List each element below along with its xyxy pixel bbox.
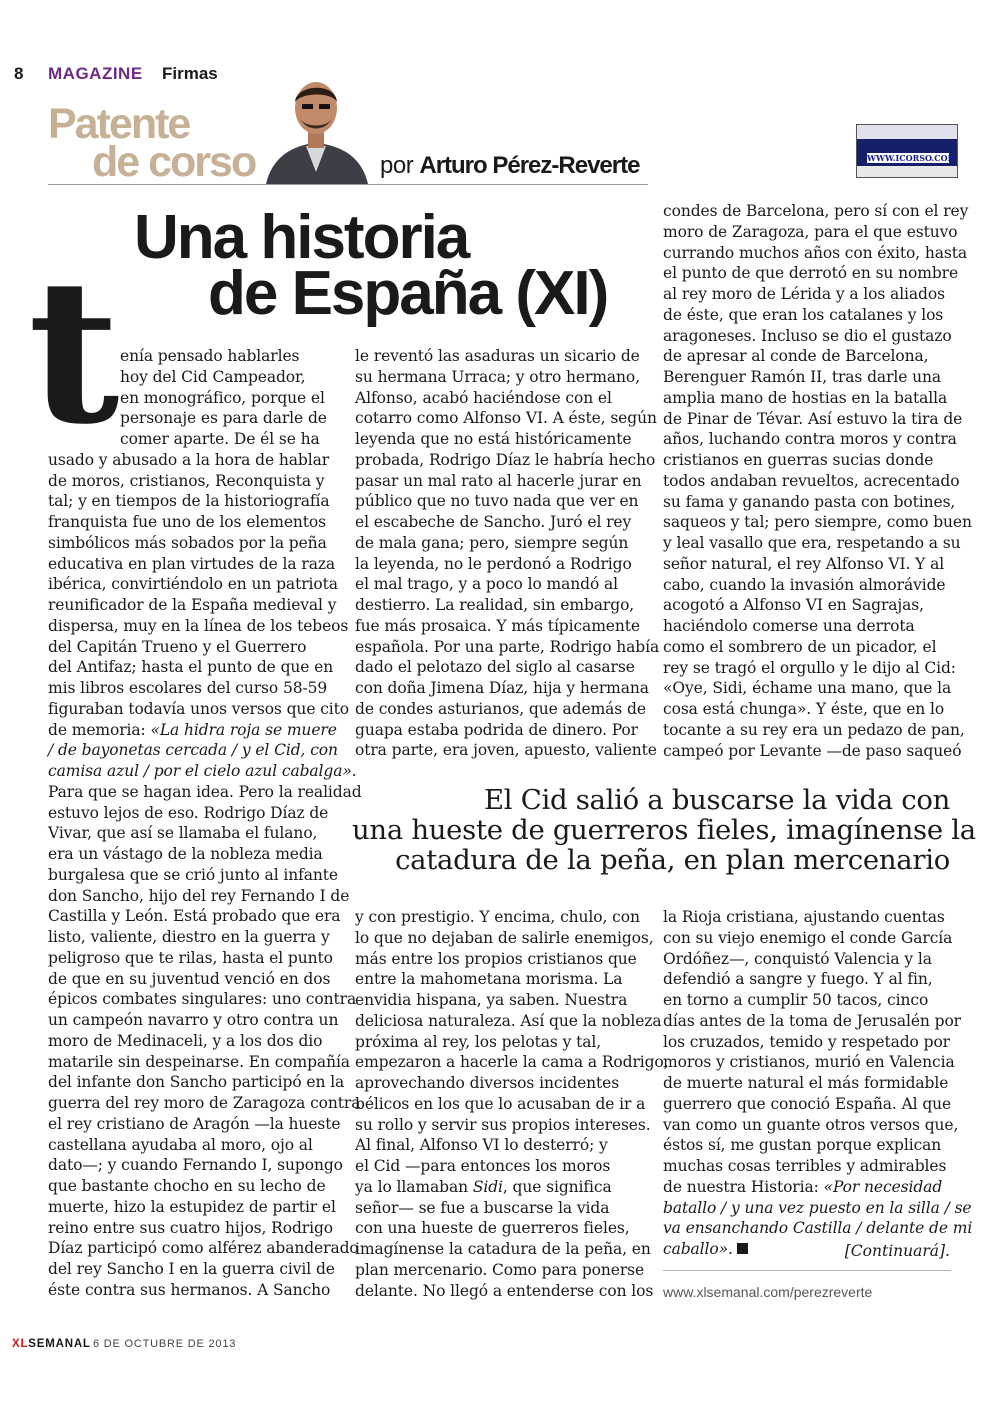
- text-line: empezaron a hacerle la cama a Rodrigo,: [355, 1053, 669, 1072]
- text-line: su rollo y servir sus propios intereses.: [355, 1115, 651, 1134]
- ad-footer: [857, 166, 957, 177]
- text-line: la leyenda, no le perdonó a Rodrigo: [355, 554, 632, 573]
- text-line: un campeón navarro y otro contra un: [48, 1011, 339, 1029]
- text-line: leyenda que no está históricamente: [355, 430, 632, 448]
- section-label: Firmas: [162, 64, 218, 83]
- text-line: de condes asturianos, que además de: [355, 699, 646, 718]
- text-line: de moros, cristianos, Reconquista y: [48, 471, 325, 490]
- text-line: rey se tragó el orgullo y le dijo al Cid:: [663, 658, 956, 677]
- text-line: años, luchando contra moros y contra: [663, 430, 957, 449]
- article-column-3-top: [663, 201, 972, 761]
- column-title-line2: de corso: [92, 138, 256, 186]
- text-line: comer aparte. De él se ha: [120, 430, 320, 448]
- pull-quote-line: catadura de la peña, en plan mercenario: [395, 844, 950, 876]
- text-line: dato—; y cuando Fernando I, supongo: [48, 1156, 343, 1175]
- text-line: [663, 1198, 972, 1219]
- article-column-2-top: [355, 346, 659, 761]
- magazine-label: MAGAZINE: [48, 64, 143, 83]
- text-line: amplia mano de hostias en la batalla: [663, 388, 948, 407]
- text-line: reunificador de la España medieval y: [48, 596, 337, 614]
- text-line: los cruzados, temido y respetado por: [663, 1032, 950, 1051]
- text-line: ibérica, convirtiéndolo en un patriota: [48, 575, 338, 594]
- text-line: simbólicos más sobados por la peña: [48, 533, 327, 552]
- text-line: pasar un mal rato al hacerle jurar en: [355, 471, 642, 490]
- continued-note: [Continuará].: [844, 1242, 950, 1260]
- text-line: con su viejo enemigo el conde García: [663, 928, 953, 947]
- verse-quote: va ensanchando Castilla / delante de mi: [663, 1219, 973, 1238]
- text-line: [48, 720, 362, 741]
- text-line: y con prestigio. Y encima, chulo, con: [355, 908, 640, 926]
- text-line: el mal trago, y a poco lo mandó al: [355, 575, 619, 594]
- text-line: con una hueste de guerreros fieles,: [355, 1219, 630, 1238]
- text-line: [48, 740, 362, 761]
- text-line: del rey Sancho I en la guerra civil de: [48, 1260, 335, 1278]
- verse-quote: «La hidra roja se muere: [150, 720, 337, 739]
- text-line: del Antifaz; hasta el punto de que en: [48, 658, 334, 677]
- ad-toolbar: [857, 125, 957, 139]
- text-line: del Capitán Trueno y el Guerrero: [48, 637, 307, 656]
- text-line: probada, Rodrigo Díaz le habría hecho: [355, 450, 656, 469]
- footer-date: 6 DE OCTUBRE DE 2013: [93, 1338, 237, 1350]
- text-span: , que significa: [502, 1177, 612, 1196]
- text-line: de Pinar de Tévar. Así estuvo la tira de: [663, 409, 963, 428]
- text-line: castellana ayudaba al moro, ojo al: [48, 1135, 313, 1154]
- text-line: de apresar al conde de Barcelona,: [663, 347, 929, 366]
- page-number: 8: [14, 64, 24, 83]
- text-line: hoy del Cid Campeador,: [120, 367, 306, 386]
- byline: [380, 152, 639, 180]
- text-line: Ordóñez—, conquistó Valencia y la: [663, 949, 932, 968]
- text-line: Castilla y León. Está probado que era: [48, 907, 341, 926]
- text-line: público que no tuvo nada que ver en: [355, 492, 639, 511]
- text-line: peligroso que te rilas, hasta el punto: [48, 948, 333, 967]
- text-line: deliciosa naturaleza. Así que la nobleza: [355, 1011, 662, 1030]
- text-line: haciéndolo comerse una derrota: [663, 617, 915, 635]
- text-line: saqueos y tal; pero siempre, como buen: [663, 513, 972, 532]
- footer-brand: [12, 1338, 91, 1350]
- byline-por: por: [380, 152, 414, 179]
- pull-quote-line: El Cid salió a buscarse la vida con: [484, 784, 950, 816]
- text-line: todos andaban revueltos, acrecentado: [663, 471, 960, 490]
- text-line: campeó por Levante —de paso saqueó: [663, 741, 962, 760]
- text-line: Al final, Alfonso VI lo desterró; y: [355, 1136, 608, 1155]
- text-line: Alfonso, acabó haciéndose con el: [355, 388, 612, 407]
- text-line: el punto de que derrotó en su nombre: [663, 264, 959, 283]
- text-line: señor— se fue a buscarse la vida: [355, 1198, 610, 1217]
- pull-quote: [352, 784, 976, 876]
- text-line: condes de Barcelona, pero sí con el rey: [663, 202, 969, 220]
- text-line: moros y cristianos, murió en Valencia: [663, 1053, 955, 1072]
- text-line: Díaz participó como alférez abanderado: [48, 1239, 359, 1258]
- text-line: Vivar, que así se llamaba el fulano,: [48, 824, 318, 843]
- text-line: fue más prosaica. Y más típicamente: [355, 616, 640, 635]
- text-line: éstos sí, me gustan porque explican: [663, 1136, 942, 1155]
- text-span: ya lo llamaban: [355, 1177, 468, 1196]
- text-line: reino entre sus cuatro hijos, Rodrigo: [48, 1218, 334, 1237]
- text-line: delante. No llegó a entenderse con los: [355, 1281, 654, 1300]
- verse-quote: «Por necesidad: [823, 1177, 943, 1196]
- text-line: acogotó a Alfonso VI en Sagrajas,: [663, 596, 924, 615]
- text-line: guapa estaba podrida de dinero. Por: [355, 720, 638, 739]
- text-line: estuvo lejos de eso. Rodrigo Díaz de: [48, 803, 329, 822]
- text-span: de memoria:: [48, 720, 146, 739]
- verse-quote: / de bayonetas cercada / y el Cid, con: [48, 741, 338, 760]
- header-divider: [48, 184, 648, 185]
- footer-brand-xl: XL: [12, 1338, 29, 1350]
- end-square-icon: [737, 1243, 748, 1254]
- text-line: su hermana Urraca; y otro hermano,: [355, 367, 640, 386]
- text-line: moro de Medinaceli, y a los dos dio: [48, 1031, 323, 1050]
- article-column-3-bottom: [663, 907, 972, 1260]
- text-line: muchas cosas terribles y admirables: [663, 1157, 947, 1175]
- drop-cap: t: [28, 235, 114, 468]
- text-line: aprovechando diversos incidentes: [355, 1074, 620, 1092]
- text-line: de que en su juventud venció en dos: [48, 969, 331, 988]
- article-title-line1: Una historia: [134, 203, 469, 272]
- text-line: como el sombrero de un picador, el: [663, 637, 937, 656]
- article-column-2-bottom: [355, 907, 669, 1301]
- text-line: próxima al rey, los pelotas y tal,: [355, 1032, 602, 1051]
- text-line: su fama y ganando pasta con botines,: [663, 492, 956, 511]
- text-line: aragoneses. Incluso se dio el gustazo: [663, 326, 952, 345]
- text-line: le reventó las asaduras un sicario de: [355, 347, 640, 365]
- article-column-1: [48, 346, 362, 1301]
- author-url-link[interactable]: www.xlsemanal.com/perezreverte: [663, 1284, 873, 1300]
- text-line: plan mercenario. Como para ponerse: [355, 1260, 645, 1279]
- pull-quote-line: una hueste de guerreros fieles, imagínense la: [352, 814, 976, 846]
- verse-quote: caballo».: [663, 1240, 733, 1258]
- column-title-line1: Patente: [48, 100, 190, 148]
- text-line: Para que se hagan idea. Pero la realidad: [48, 782, 362, 801]
- text-line: cabo, cuando la invasión almorávide: [663, 575, 946, 594]
- footer-brand-semanal: SEMANAL: [28, 1338, 91, 1350]
- text-line: que bastante chocho en su lecho de: [48, 1177, 326, 1195]
- text-line: épicos combates singulares: uno contra: [48, 990, 357, 1009]
- text-line: [355, 1177, 669, 1198]
- text-line: tocante a su rey era un pedazo de pan,: [663, 720, 965, 739]
- text-line: guerrero que conoció España. Al que: [663, 1094, 952, 1113]
- text-line: con doña Jimena Díaz, hija y hermana: [355, 679, 649, 697]
- text-line: defendió a sangre y fuego. Y al fin,: [663, 970, 933, 989]
- text-line: destierro. La realidad, sin embargo,: [355, 596, 635, 614]
- verse-quote: camisa azul / por el cielo azul cabalga».: [48, 762, 357, 780]
- text-line: era un vástago de la nobleza media: [48, 845, 323, 863]
- text-line: envidia hispana, ya saben. Nuestra: [355, 991, 628, 1009]
- text-line: otra parte, era joven, apuesto, valiente: [355, 741, 657, 760]
- text-line: lo que no dejaban de salirle enemigos,: [355, 928, 654, 947]
- text-line: [663, 1177, 972, 1198]
- text-line: mis libros escolares del curso 58-59: [48, 679, 328, 697]
- author-photo: [262, 72, 370, 184]
- end-divider: [663, 1270, 951, 1271]
- text-line: bélicos en los que lo acusaban de ir a: [355, 1094, 646, 1113]
- text-line: el rey cristiano de Aragón —la hueste: [48, 1114, 341, 1133]
- text-line: dado el pelotazo del siglo al casarse: [355, 658, 635, 677]
- text-line: de mala gana; pero, siempre según: [355, 533, 629, 552]
- italic-word: Sidi: [472, 1177, 503, 1196]
- text-line: currando muchos años con éxito, hasta: [663, 243, 968, 262]
- text-line: más entre los propios cristianos que: [355, 949, 637, 968]
- verse-quote: batallo / y una vez puesto en la silla / se: [663, 1198, 972, 1217]
- text-line: señor natural, el rey Alfonso VI. Y al: [663, 554, 945, 573]
- text-line: franquista fue uno de los elementos: [48, 513, 326, 531]
- text-line: personaje es para darle de: [120, 409, 327, 428]
- text-line: figuraban todavía unos versos que cito: [48, 699, 350, 718]
- text-span: de nuestra Historia:: [663, 1177, 819, 1196]
- text-line: matarile sin despeinarse. En compañía: [48, 1052, 350, 1071]
- text-line: española. Por una parte, Rodrigo había: [355, 637, 660, 656]
- text-line: en monográfico, porque el: [120, 388, 325, 407]
- text-line: entre la mahometana morisma. La: [355, 970, 623, 989]
- text-line: educativa en plan virtudes de la raza: [48, 554, 336, 573]
- text-line: Berenguer Ramón II, tras darle una: [663, 368, 942, 386]
- text-line: van como un guante otros versos que,: [663, 1115, 959, 1134]
- text-line: listo, valiente, diestro en la guerra y: [48, 928, 330, 946]
- text-line: muerte, hizo la estupidez de partir el: [48, 1197, 336, 1216]
- text-line: «Oye, Sidi, échame una mano, que la: [663, 679, 952, 698]
- text-line: tal; y en tiempos de la historiografía: [48, 492, 330, 511]
- text-line: días antes de la toma de Jerusalén por: [663, 1011, 961, 1030]
- text-line: cristianos en guerras sucias donde: [663, 451, 934, 469]
- text-line: cosa está chunga». Y éste, que en lo: [663, 700, 945, 718]
- text-line: al rey moro de Lérida y a los aliados: [663, 285, 945, 303]
- text-line: burgalesa que se crió junto al infante: [48, 865, 338, 884]
- text-line: y leal vasallo que era, respetando a su: [663, 534, 961, 552]
- text-line: éste contra sus hermanos. A Sancho: [48, 1280, 331, 1299]
- text-line: moro de Zaragoza, para el que estuvo: [663, 222, 958, 241]
- text-line: guerra del rey moro de Zaragoza contra: [48, 1094, 361, 1112]
- article-title-line2: de España (XI): [208, 259, 608, 328]
- text-line: en torno a cumplir 50 tacos, cinco: [663, 991, 929, 1009]
- text-line: imagínense la catadura de la peña, en: [355, 1240, 651, 1258]
- text-line: el escabeche de Sancho. Juró el rey: [355, 513, 632, 531]
- text-line: don Sancho, hijo del rey Fernando I de: [48, 886, 350, 905]
- text-line: cotarro como Alfonso VI. A éste, según: [355, 409, 657, 428]
- text-line: dispersa, muy en la línea de los tebeos: [48, 616, 349, 635]
- text-line: [48, 761, 362, 782]
- ad-url: WWW.ICORSO.COM: [867, 153, 957, 163]
- text-line: [663, 1218, 972, 1239]
- author-name: Arturo Pérez-Reverte: [419, 152, 640, 179]
- text-line: la Rioja cristiana, ajustando cuentas: [663, 908, 945, 926]
- text-line: del infante don Sancho participó en la: [48, 1073, 345, 1092]
- text-line: enía pensado hablarles: [120, 347, 300, 365]
- text-line: usado y abusado a la hora de hablar: [48, 450, 330, 469]
- text-line: de muerte natural el más formidable: [663, 1074, 949, 1092]
- text-line: el Cid —para entonces los moros: [355, 1157, 611, 1175]
- text-line: de éste, que eran los catalanes y los: [663, 305, 944, 324]
- advertisement-banner[interactable]: [856, 124, 958, 178]
